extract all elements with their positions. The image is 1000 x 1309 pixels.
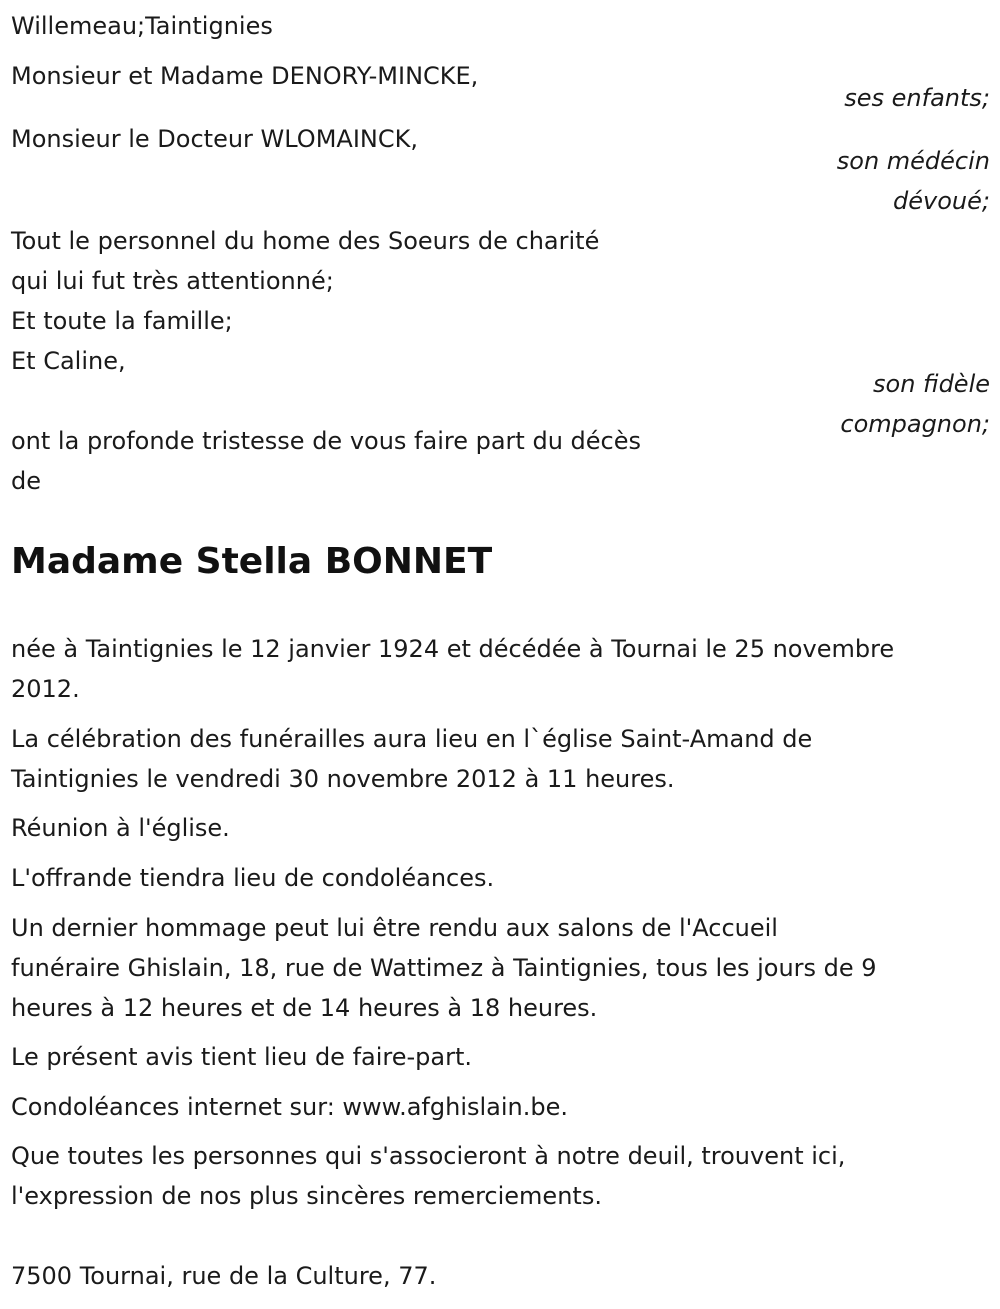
offering-line: L'offrande tiendra lieu de condoléances. <box>11 864 495 892</box>
notice-line: Le présent avis tient lieu de faire-part. <box>11 1043 473 1071</box>
tribute-line-2: funéraire Ghislain, 18, rue de Wattimez à Taintignies, tous les jours de 9 <box>11 954 877 982</box>
pet-role-line-2: compagnon; <box>840 410 990 438</box>
family-line: Et toute la famille; <box>11 307 233 335</box>
staff-line-2: qui lui fut très attentionné; <box>11 267 334 295</box>
location-line: Willemeau;Taintignies <box>11 12 273 40</box>
staff-line-1: Tout le personnel du home des Soeurs de charité <box>11 227 600 255</box>
condolences-line: Condoléances internet sur: www.afghislain.be. <box>11 1093 569 1121</box>
birth-death-line-1: née à Taintignies le 12 janvier 1924 et décédée à Tournai le 25 novembre <box>11 635 895 663</box>
tribute-line-3: heures à 12 heures et de 14 heures à 18 heures. <box>11 994 598 1022</box>
funeral-line-2: Taintignies le vendredi 30 novembre 2012 à 11 heures. <box>11 765 675 793</box>
meeting-line: Réunion à l'église. <box>11 814 230 842</box>
children-role: ses enfants; <box>844 84 990 112</box>
thanks-line-2: l'expression de nos plus sincères remerciements. <box>11 1182 602 1210</box>
doctor-role-line-2: dévoué; <box>893 187 990 215</box>
doctor-name: Monsieur le Docteur WLOMAINCK, <box>11 125 418 153</box>
announcement-line-2: de <box>11 467 41 495</box>
children-names: Monsieur et Madame DENORY-MINCKE, <box>11 62 479 90</box>
pet-name: Et Caline, <box>11 347 126 375</box>
birth-death-line-2: 2012. <box>11 675 80 703</box>
footer-address: 7500 Tournai, rue de la Culture, 77. <box>11 1262 437 1290</box>
tribute-line-1: Un dernier hommage peut lui être rendu aux salons de l'Accueil <box>11 914 778 942</box>
doctor-role-line-1: son médécin <box>836 147 990 175</box>
funeral-line-1: La célébration des funérailles aura lieu en l`église Saint-Amand de <box>11 725 813 753</box>
pet-role-line-1: son fidèle <box>873 370 990 398</box>
announcement-line-1: ont la profonde tristesse de vous faire part du décès <box>11 427 641 455</box>
deceased-name: Madame Stella BONNET <box>11 541 493 582</box>
thanks-line-1: Que toutes les personnes qui s'associeront à notre deuil, trouvent ici, <box>11 1142 846 1170</box>
